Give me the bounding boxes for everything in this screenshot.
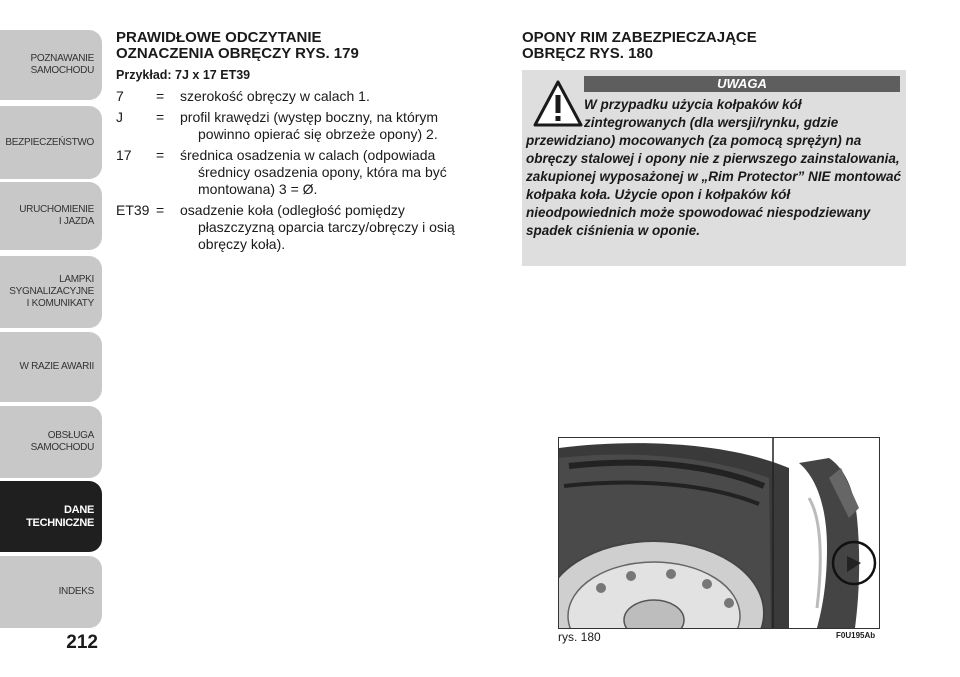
chapter-sidebar xyxy=(0,0,103,677)
tab-poznawanie-samochodu[interactable]: POZNAWANIE SAMOCHODU xyxy=(0,30,102,100)
tab-w-razie-awarii[interactable]: W RAZIE AWARII xyxy=(0,332,102,402)
definition-key: 17 xyxy=(116,147,132,163)
definition-value: osadzenie koła (odległość pomiędzy płaszczyzną oparcia tarczy/obręczy i osią obręczy koła). xyxy=(180,202,455,252)
equals-sign: = xyxy=(156,88,165,104)
warning-title: UWAGA xyxy=(584,76,900,92)
definition-row xyxy=(116,88,476,105)
definition-key: 7 xyxy=(116,88,124,104)
section-heading: OPONY RIM ZABEZPIECZAJĄCE OBRĘCZ RYS. 180 xyxy=(522,29,757,62)
page-number: 212 xyxy=(66,632,98,653)
definition-row xyxy=(116,109,476,143)
warning-box xyxy=(522,70,906,266)
figure-180-tire-illustration xyxy=(558,437,880,629)
rim-marking-section xyxy=(116,30,476,257)
figure-caption: rys. 180 xyxy=(558,630,601,644)
definition-value: szerokość obręczy w calach 1. xyxy=(180,88,370,104)
tab-uruchomienie-i-jazda[interactable]: URUCHOMIENIE I JAZDA xyxy=(0,182,102,250)
tab-bezpieczenstwo[interactable]: BEZPIECZEŃSTWO xyxy=(0,106,102,179)
tab-obsluga-samochodu[interactable]: OBSŁUGA SAMOCHODU xyxy=(0,406,102,478)
tab-lampki-sygnalizacyjne[interactable]: LAMPKI SYGNALIZACYJNE I KOMUNIKATY xyxy=(0,256,102,328)
equals-sign: = xyxy=(156,147,165,163)
figure-code: F0U195Ab xyxy=(836,631,876,640)
definition-value: średnica osadzenia w calach (odpowiada średnicy osadzenia opony, która ma być montowana) 3 = Ø. xyxy=(180,147,447,197)
definition-value: profil krawędzi (występ boczny, na którym powinno opierać się obrzeże opony) 2. xyxy=(180,109,439,142)
definition-row xyxy=(116,202,476,253)
tab-indeks[interactable]: INDEKS xyxy=(0,556,102,628)
definition-list xyxy=(116,88,476,253)
tab-dane-techniczne[interactable]: DANE TECHNICZNE xyxy=(0,481,102,552)
equals-sign: = xyxy=(156,202,165,218)
equals-sign: = xyxy=(156,109,165,125)
definition-key: J xyxy=(116,109,123,125)
definition-key: ET39 xyxy=(116,202,150,218)
tire-with-rim-protector-image xyxy=(559,438,879,628)
rim-protector-section xyxy=(522,30,906,62)
definition-row xyxy=(116,147,476,198)
example-label: Przykład: 7J x 17 ET39 xyxy=(116,68,251,82)
warning-text: W przypadku użycia kołpaków kół zintegrowanych (dla wersji/rynku, gdzie przewidziano) mocowanych (za pomocą sprężyn) na obręczy stalowej i opony nie z pierwszego zainstalowania, zakupionej wyposażonej w „Rim Protector” NIE montować kołpaka koła. Użycie opon i kołpaków kół nieodpowiednich może spowodować niespodziewany spadek ciśnienia w oponie. xyxy=(526,97,902,238)
section-heading: PRAWIDŁOWE ODCZYTANIE OZNACZENIA OBRĘCZY RYS. 179 xyxy=(116,29,359,62)
